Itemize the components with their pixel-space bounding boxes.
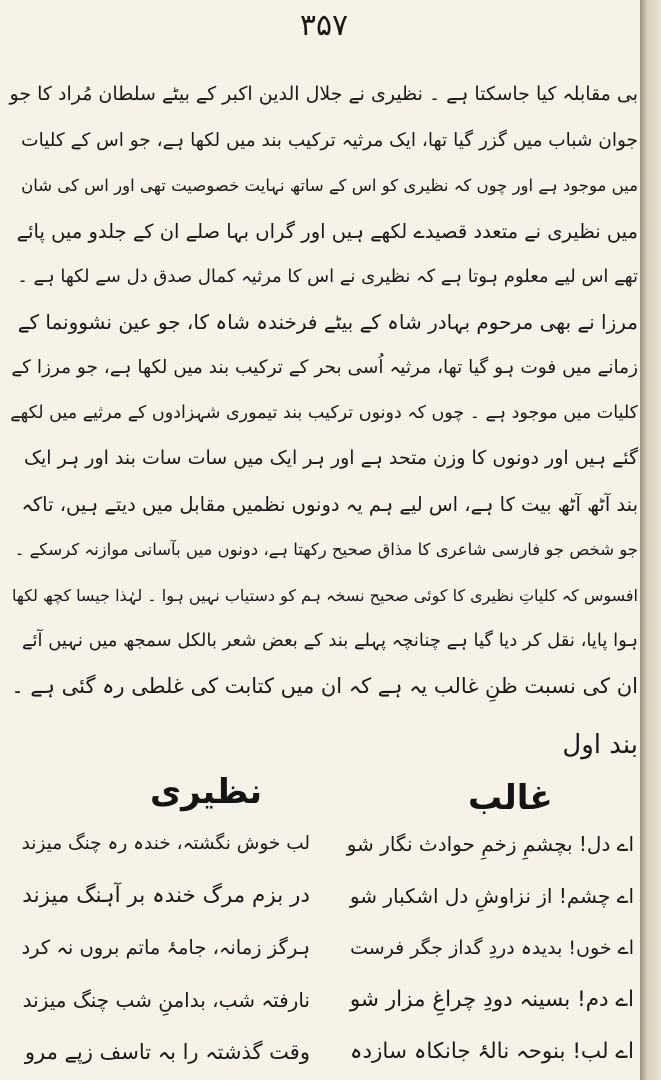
text-line: ان کی نسبت ظنِ غالب یہ ہے کہ ان میں کتابت کی غلطی رہ گئی ہے ۔ — [11, 673, 638, 698]
page-number: ٣۵٧ — [299, 8, 349, 43]
verse-line: اے دم! بسینہ دودِ چراغِ مزار شو — [349, 987, 634, 1012]
ghalib-verses — [344, 818, 634, 1078]
text-line: مرزا نے بھی مرحوم بہادر شاہ کے بیٹے فرخندہ شاہ کا، جو عین نشوونما کے — [17, 309, 638, 334]
text-line: میں موجود ہے اور چوں کہ نظیری کو اس کے ساتھ نہایت خصوصیت تھی اور اس کی شان — [21, 176, 638, 195]
text-line: افسوس کہ کلیاتِ نظیری کا کوئی صحیح نسخہ ہم کو دستیاب نہیں ہوا ۔ لہٰذا جیسا کچھ لکھا — [11, 585, 638, 605]
text-line: ہوا پایا، نقل کر دیا گیا ہے چنانچہ پہلے بند کے بعض شعر بالکل سمجھ میں نہیں آئے — [21, 630, 638, 651]
text-line: کلیات میں موجود ہے ۔ چوں کہ دونوں ترکیب بند تیموری شہزادوں کے مرثیے میں لکھے — [10, 402, 638, 423]
text-line: جوان شباب میں گزر گیا تھا، ایک مرثیہ ترکیب بند میں لکھا ہے، جو اس کے کلیات — [21, 129, 638, 151]
verse-line: لب خوش نگشتہ، خندہ رہ چنگ میزند — [21, 833, 310, 854]
naziri-column-title: نظیری — [150, 772, 263, 812]
verse-line: در بزم مرگ خندہ بر آہنگ میزند — [22, 883, 310, 908]
text-line: بند آٹھ آٹھ بیت کا ہے، اس لیے ہم یہ دونوں نظمیں مقابل میں دیتے ہیں، تاکہ — [21, 492, 638, 516]
verse-line: اے خوں! بدیدہ دردِ گداز جگر فرست — [350, 937, 634, 959]
verse-line: اے لب! بنوحہ نالۂ جانکاہ سازدہ — [349, 1039, 634, 1064]
section-heading: بند اول — [562, 730, 638, 760]
text-line: میں نظیری نے متعدد قصیدے لکھے ہیں اور گراں بہا صلے ان کے جلدو میں پائے — [16, 219, 638, 243]
prose-paragraph — [10, 72, 638, 709]
naziri-verses — [20, 818, 310, 1078]
text-line: بی مقابلہ کیا جاسکتا ہے ۔ نظیری نے جلال الدین اکبر کے بیٹے سلطان مُراد کا جو — [9, 83, 638, 105]
text-line: جو شخص جو فارسی شاعری کا مذاق صحیح رکھتا ہے، دونوں میں بآسانی موازنہ کرسکے ۔ — [14, 540, 638, 559]
verse-line: ہرگز زمانہ، جامۂ ماتم بروں نہ کرد — [21, 936, 310, 959]
verse-line: اے چشم! از نزاوشِ دل اشکبار شو — [349, 884, 634, 908]
text-line: تھے اس لیے معلوم ہوتا ہے کہ نظیری نے اس کا مرثیہ کمال صدق دل سے لکھا ہے ۔ — [17, 266, 638, 287]
verse-line: وقت گذشتہ را بہ تاسف زپے مرو — [24, 1040, 310, 1064]
verse-line: اے دل! بچشمِ زخمِ حوادث نگار شو — [346, 832, 634, 856]
text-line: گئے ہیں اور دونوں کا وزن متحد ہے اور ہر ایک میں سات سات بند اور ہر ایک — [24, 447, 638, 469]
ghalib-column-title: غالب — [468, 778, 553, 818]
page-edge-shadow — [640, 0, 661, 1080]
verse-line: نارفتہ شب، بدامنِ شب چنگ میزند — [22, 988, 310, 1012]
text-line: زمانے میں فوت ہو گیا تھا، مرثیہ اُسی بحر کے ترکیب بند میں لکھا ہے، جو مرزا کے — [11, 357, 638, 378]
